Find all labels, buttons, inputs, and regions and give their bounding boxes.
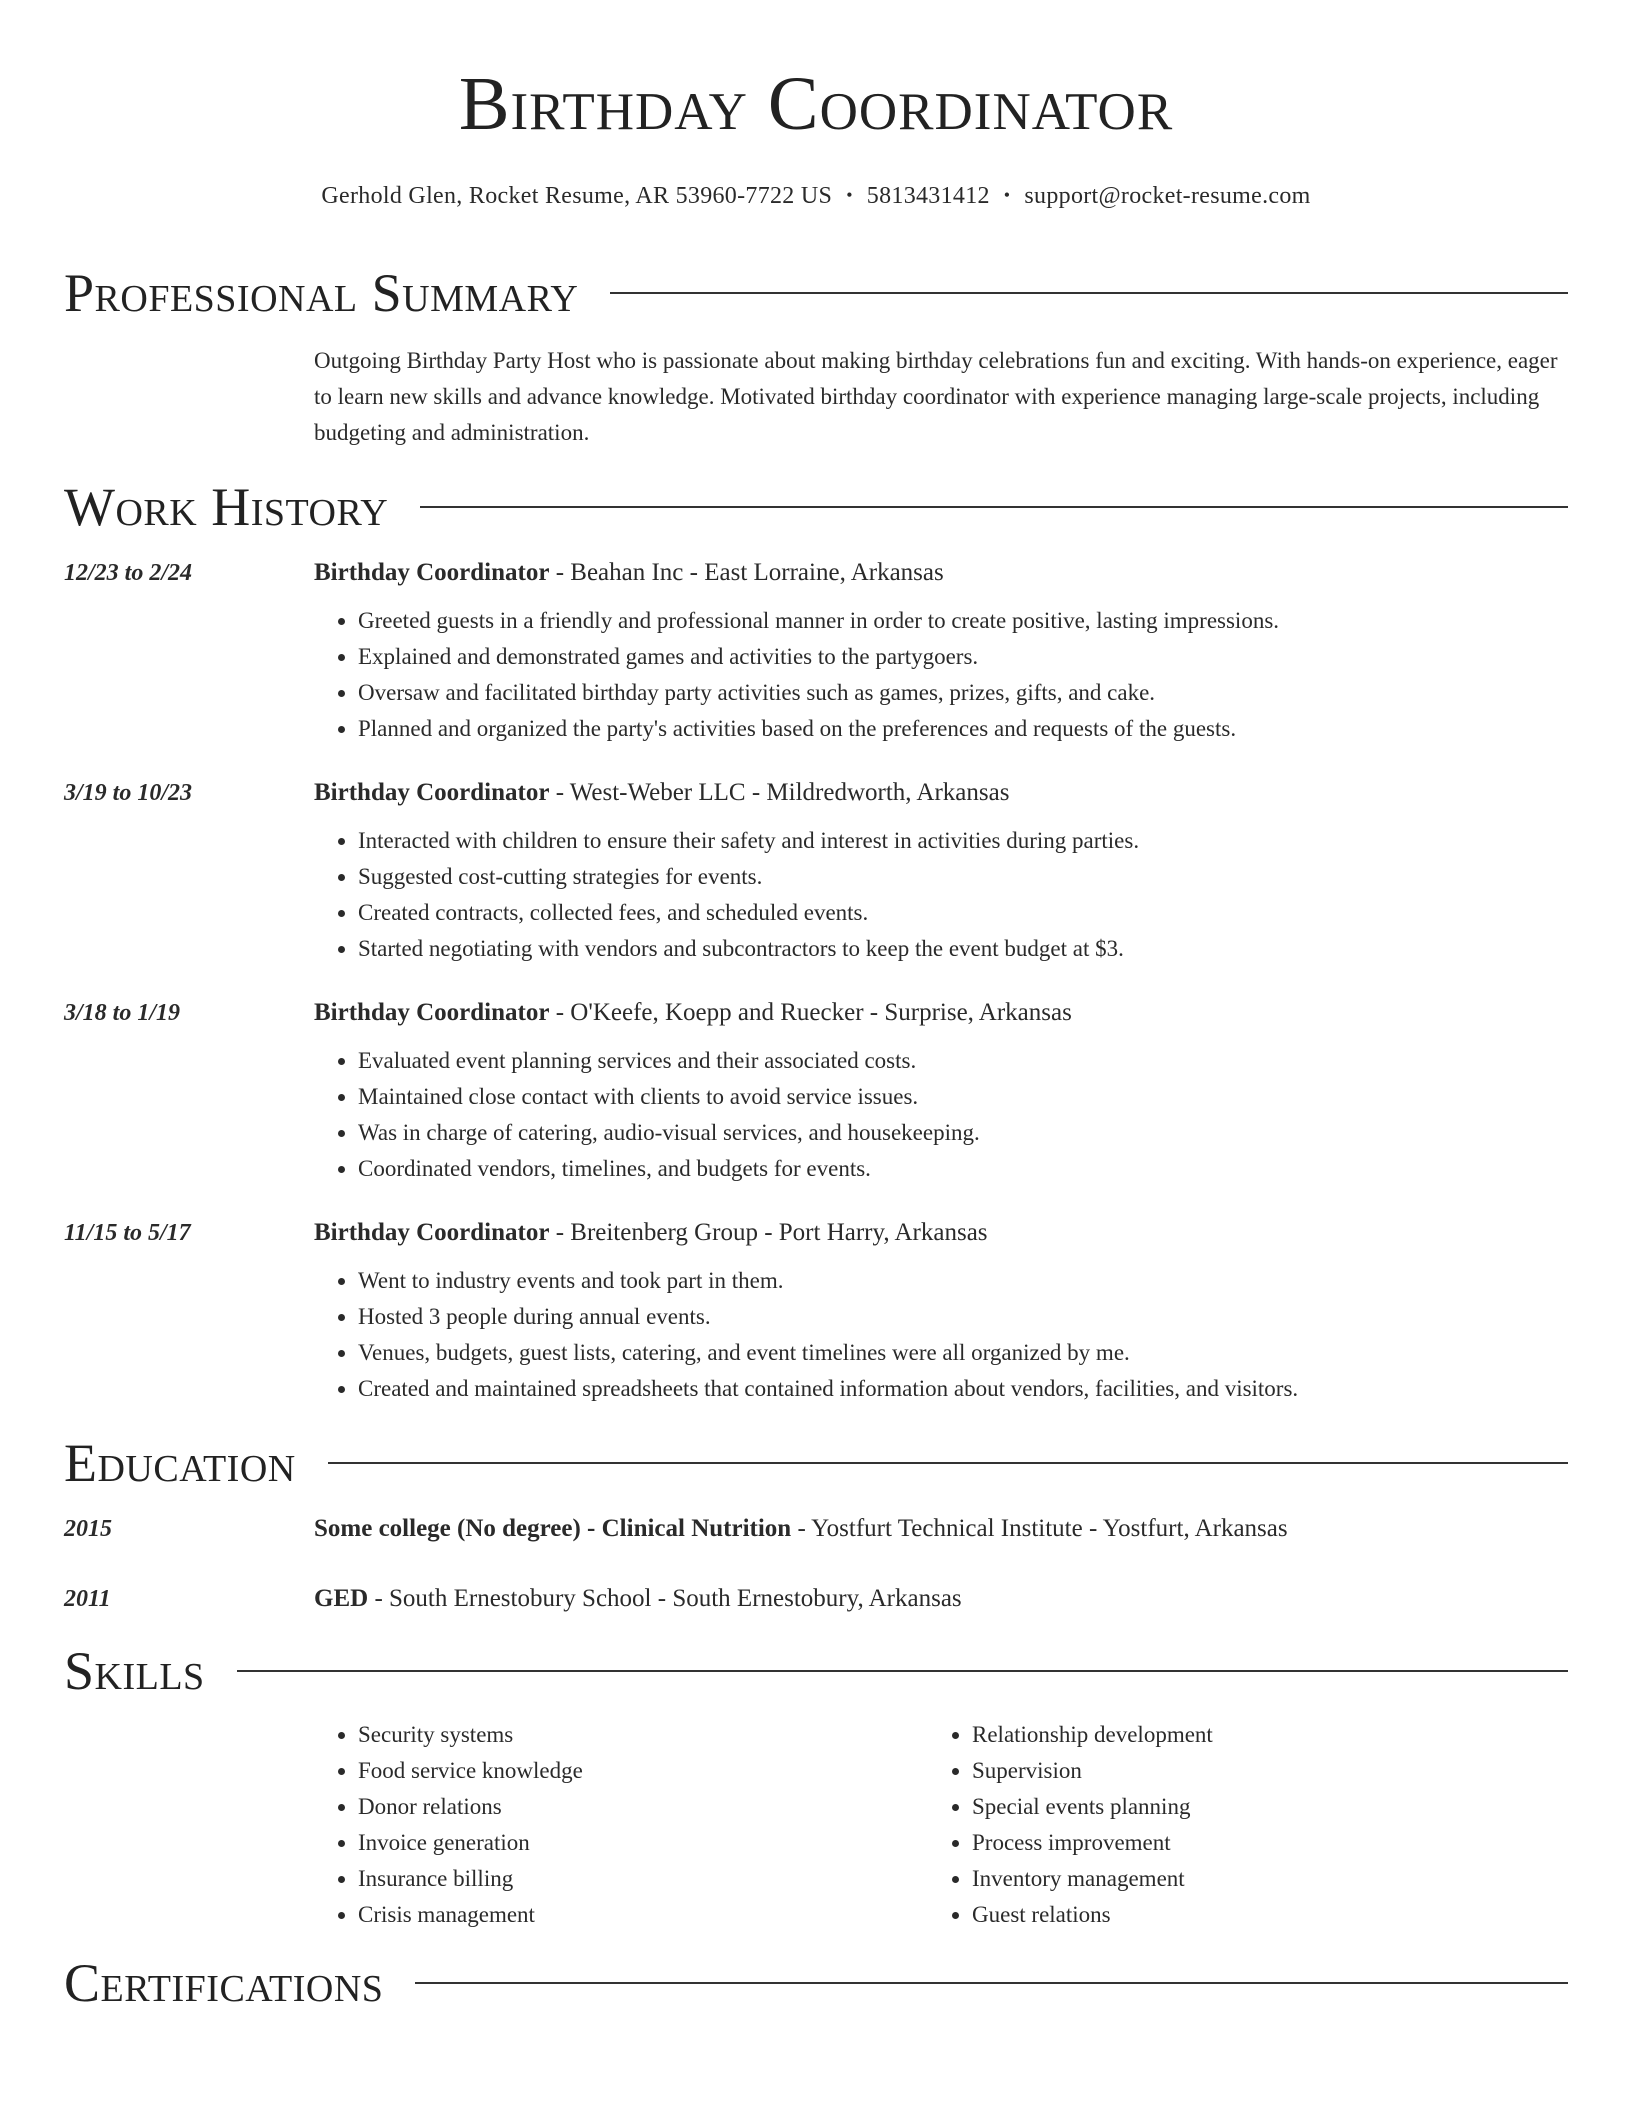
contact-separator: • [846, 185, 853, 205]
education-entry [64, 1583, 1568, 1615]
job-duty-item: • Created and maintained spreadsheets that contained information about vendors, facilities, and visitors. [358, 1371, 1568, 1407]
contact-line [64, 180, 1568, 213]
job-entry [64, 557, 1568, 747]
job-employer-location: - Breitenberg Group - Port Harry, Arkansas [549, 1219, 988, 1246]
work-history-list [64, 557, 1568, 1407]
section-heading-certifications [64, 1951, 1568, 2015]
skills-list [314, 1717, 1568, 1933]
section-divider [237, 1670, 1568, 1672]
skill-item: • Invoice generation [358, 1825, 928, 1861]
job-title-line [314, 557, 1568, 589]
section-heading-work-history [64, 475, 1568, 539]
skill-item: • Crisis management [358, 1897, 928, 1933]
job-duty-item: • Suggested cost-cutting strategies for events. [358, 859, 1568, 895]
job-duty-item: • Coordinated vendors, timelines, and budgets for events. [358, 1151, 1568, 1187]
section-divider [420, 506, 1568, 508]
job-title-line [314, 1217, 1568, 1249]
job-body [314, 1217, 1568, 1407]
job-entry [64, 777, 1568, 967]
job-dates: 12/23 to 2/24 [64, 560, 193, 586]
job-title: Birthday Coordinator [314, 999, 550, 1026]
job-duty-item: • Explained and demonstrated games and activities to the partygoers. [358, 639, 1568, 675]
job-duty-item: • Venues, budgets, guest lists, catering, and event timelines were all organized by me. [358, 1335, 1568, 1371]
job-duty-item: • Created contracts, collected fees, and scheduled events. [358, 895, 1568, 931]
summary-text: Outgoing Birthday Party Host who is passionate about making birthday celebrations fun and exciting. With hands-on experience, eager to learn new skills and advance knowledge. Motivated birthday coordinator with experience managing large-scale projects, including budgeting and administration. [314, 348, 1558, 445]
job-title: Birthday Coordinator [314, 559, 550, 586]
job-entry [64, 1217, 1568, 1407]
skill-item: • Guest relations [972, 1897, 1542, 1933]
section-title: Professional Summary [64, 263, 579, 323]
job-dates: 11/15 to 5/17 [64, 1220, 191, 1246]
section-divider [328, 1462, 1568, 1464]
education-entry [64, 1513, 1568, 1545]
job-dates: 3/19 to 10/23 [64, 780, 193, 806]
job-duty-item: • Interacted with children to ensure their safety and interest in activities during parties. [358, 823, 1568, 859]
education-degree: Some college (No degree) - Clinical Nutrition [314, 1515, 792, 1542]
skill-item: • Supervision [972, 1753, 1542, 1789]
skill-item: • Insurance billing [358, 1861, 928, 1897]
skill-item: • Food service knowledge [358, 1753, 928, 1789]
job-dates: 3/18 to 1/19 [64, 1000, 181, 1026]
resume-header [64, 0, 1568, 213]
contact-email: support@rocket-resume.com [1024, 183, 1311, 209]
job-duty-item: • Went to industry events and took part in them. [358, 1263, 1568, 1299]
skill-item: • Security systems [358, 1717, 928, 1753]
contact-address: Gerhold Glen, Rocket Resume, AR 53960-7722 US [321, 183, 833, 209]
job-body [314, 997, 1568, 1187]
job-body [314, 557, 1568, 747]
job-duty-item: • Planned and organized the party's activities based on the preferences and requests of the guests. [358, 711, 1568, 747]
job-title-line [314, 997, 1568, 1029]
job-employer-location: - O'Keefe, Koepp and Ruecker - Surprise, Arkansas [549, 999, 1072, 1026]
job-title: Birthday Coordinator [314, 1219, 550, 1246]
skills-column-right [928, 1717, 1542, 1933]
education-line [314, 1513, 1288, 1545]
education-list [64, 1513, 1568, 1615]
education-line [314, 1583, 962, 1615]
section-heading-summary [64, 261, 1568, 325]
education-year: 2015 [64, 1516, 112, 1542]
section-title: Work History [64, 477, 389, 537]
contact-phone: 5813431412 [866, 183, 990, 209]
job-title-line [314, 777, 1568, 809]
skill-item: • Relationship development [972, 1717, 1542, 1753]
job-title: Birthday Coordinator [314, 779, 550, 806]
job-duty-item: • Started negotiating with vendors and subcontractors to keep the event budget at $3. [358, 931, 1568, 967]
education-school-location: - Yostfurt Technical Institute - Yostfurt, Arkansas [791, 1515, 1288, 1542]
education-year: 2011 [64, 1586, 111, 1612]
job-duty-item: • Hosted 3 people during annual events. [358, 1299, 1568, 1335]
section-title: Certifications [64, 1953, 384, 2013]
job-duty-item: • Greeted guests in a friendly and professional manner in order to create positive, lasting impressions. [358, 603, 1568, 639]
job-employer-location: - West-Weber LLC - Mildredworth, Arkansas [549, 779, 1010, 806]
job-duties [314, 1263, 1568, 1407]
job-duty-item: • Oversaw and facilitated birthday party activities such as games, prizes, gifts, and cake. [358, 675, 1568, 711]
skill-item: • Donor relations [358, 1789, 928, 1825]
skills-column-left [314, 1717, 928, 1933]
job-body [314, 777, 1568, 967]
section-divider [610, 292, 1568, 294]
job-duties [314, 823, 1568, 967]
job-duties [314, 1043, 1568, 1187]
job-duties [314, 603, 1568, 747]
section-heading-education [64, 1431, 1568, 1495]
section-title: Skills [64, 1641, 205, 1701]
candidate-name: Birthday Coordinator [458, 62, 1174, 146]
section-divider [415, 1982, 1568, 1984]
section-title: Education [64, 1433, 296, 1493]
job-duty-item: • Maintained close contact with clients to avoid service issues. [358, 1079, 1568, 1115]
job-entry [64, 997, 1568, 1187]
education-school-location: - South Ernestobury School - South Ernestobury, Arkansas [368, 1585, 962, 1612]
job-duty-item: • Was in charge of catering, audio-visual services, and housekeeping. [358, 1115, 1568, 1151]
job-employer-location: - Beahan Inc - East Lorraine, Arkansas [549, 559, 944, 586]
contact-separator: • [1003, 185, 1011, 205]
job-duty-item: • Evaluated event planning services and their associated costs. [358, 1043, 1568, 1079]
education-degree: GED [314, 1585, 369, 1612]
skill-item: • Process improvement [972, 1825, 1542, 1861]
section-heading-skills [64, 1639, 1568, 1703]
skill-item: • Inventory management [972, 1861, 1542, 1897]
skill-item: • Special events planning [972, 1789, 1542, 1825]
